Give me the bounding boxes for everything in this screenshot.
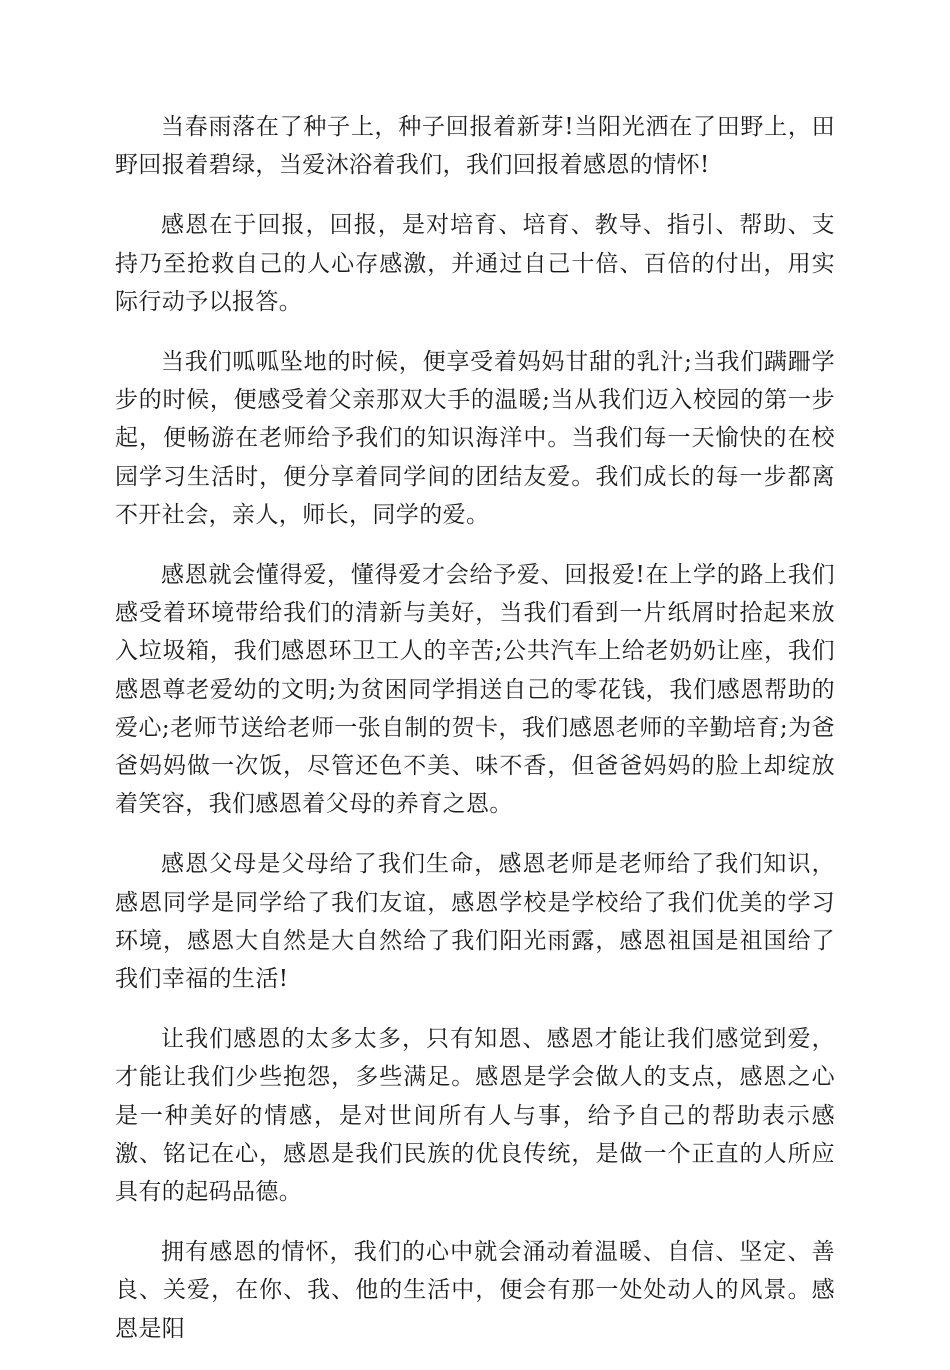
paragraph-2: 感恩在于回报，回报，是对培育、培育、教导、指引、帮助、支持乃至抢救自己的人心存感激，并通过自己十倍、百倍的付出，用实际行动予以报答。 bbox=[115, 212, 835, 315]
paragraph-1: 当春雨落在了种子上，种子回报着新芽!当阳光洒在了田野上，田野回报着碧绿，当爱沐浴着我们，我们回报着感恩的情怀! bbox=[115, 114, 835, 179]
paragraph-6: 让我们感恩的太多太多，只有知恩、感恩才能让我们感觉到爱，才能让我们少些抱怨，多些满足。感恩是学会做人的支点，感恩之心是一种美好的情感，是对世间所有人与事，给予自己的帮助表示感激、铭记在心，感恩是我们民族的优良传统，是做一个正直的人所应具有的起码品德。 bbox=[115, 1026, 835, 1206]
paragraph-3: 当我们呱呱坠地的时候，便享受着妈妈甘甜的乳汁;当我们蹒跚学步的时候，便感受着父亲那双大手的温暖;当从我们迈入校园的第一步起，便畅游在老师给予我们的知识海洋中。当我们每一天愉快的在校园学习生活时，便分享着同学间的团结友爱。我们成长的每一步都离不开社会，亲人，师长，同学的爱。 bbox=[115, 349, 835, 528]
paragraph-7: 拥有感恩的情怀，我们的心中就会涌动着温暖、自信、坚定、善良、关爱，在你、我、他的生活中，便会有那一处处动人的风景。感恩是阳 bbox=[115, 1239, 835, 1342]
paragraph-4: 感恩就会懂得爱，懂得爱才会给予爱、回报爱!在上学的路上我们感受着环境带给我们的清新与美好，当我们看到一片纸屑时拾起来放入垃圾箱，我们感恩环卫工人的辛苦;公共汽车上给老奶奶让座，我们感恩尊老爱幼的文明;为贫困同学捐送自己的零花钱，我们感恩帮助的爱心;老师节送给老师一张自制的贺卡，我们感恩老师的辛勤培育;为爸爸妈妈做一次饭，尽管还色不美、味不香，但爸爸妈妈的脸上却绽放着笑容，我们感恩着父母的养育之恩。 bbox=[115, 562, 835, 818]
paragraph-5: 感恩父母是父母给了我们生命，感恩老师是老师给了我们知识，感恩同学是同学给了我们友谊，感恩学校是学校给了我们优美的学习环境，感恩大自然是大自然给了我们阳光雨露，感恩祖国是祖国给了我们幸福的生活! bbox=[115, 851, 835, 993]
document-body bbox=[115, 108, 835, 1370]
